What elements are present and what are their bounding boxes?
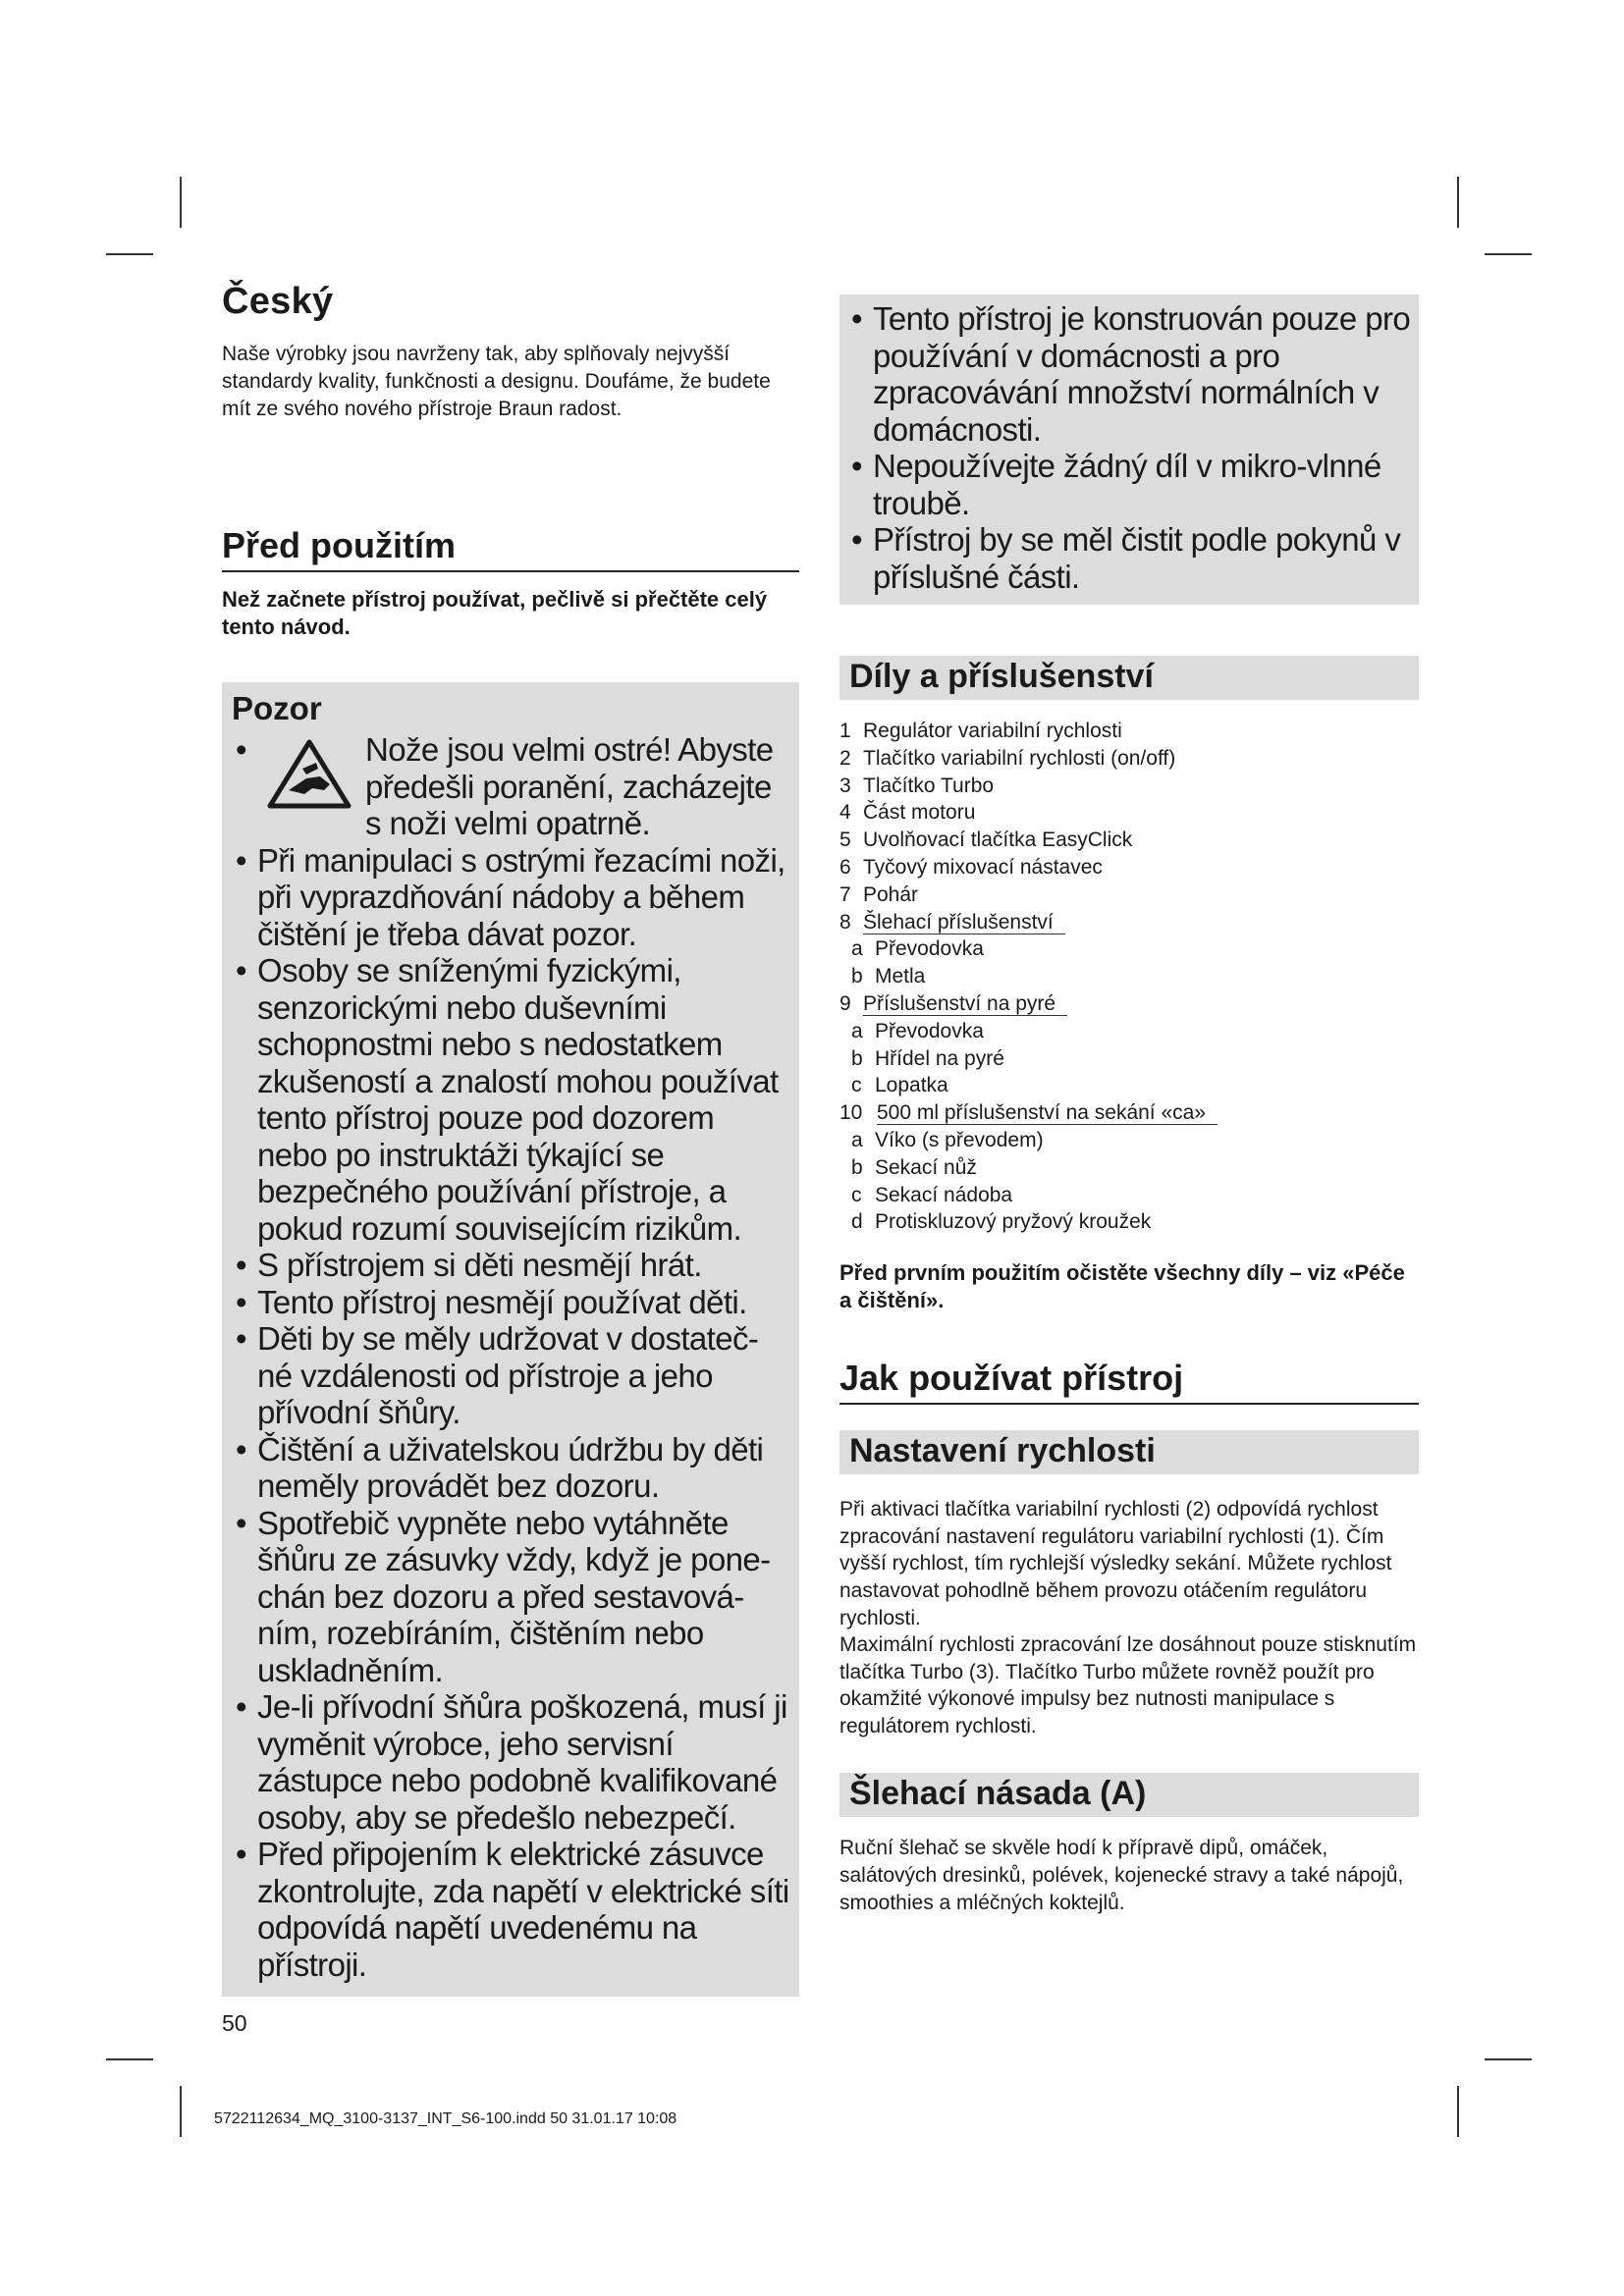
parts-clean-note: Před prvním použitím očistěte všechny díly – viz «Péče a čištění». (839, 1260, 1405, 1313)
warning-item (232, 952, 791, 1247)
warning-item-text: Tento přístroj je konstruován pouze pro používání v domácnosti a pro zpracovávání množství normálních v domácnosti. (873, 300, 1411, 448)
crop-mark (106, 253, 153, 255)
parts-subitem (839, 1154, 1419, 1182)
warning-item-text: Osoby se sníženými fyzickými, senzorickými nebo duševními schopnostmi nebo s nedostatkem zkušeností a znalostí mohou používat tento přístroj pouze pod dozorem nebo po instruktáži týkající se bezpečného používání přístroje, a pokud rozumí souvisejícím rizikům. (257, 952, 779, 1247)
warning-item-text: Děti by se měly udržovat v dostateč-né vzdálenosti od přístroje a jeho přívodní šňůry. (257, 1320, 759, 1430)
crop-mark (106, 2058, 153, 2060)
parts-label: Uvolňovací tlačítka EasyClick (863, 828, 1133, 852)
bullet-dot: • (236, 1283, 246, 1320)
parts-item (839, 773, 1419, 800)
warning-item-text: Spotřebič vypněte nebo vytáhněte šňůru ze zásuvky vždy, když je pone-chán bez dozoru a před sestavová-ním, rozebíráním, čištěním nebo uskladněním. (257, 1504, 771, 1688)
parts-item (839, 718, 1419, 745)
speed-paragraph: Při aktivaci tlačítka variabilní rychlosti (2) odpovídá rychlost zpracování nastavení regulátoru variabilní rychlosti (1). Čím vyšší rychlost, tím rychlejší výsledky sekání. Můžete rychlost nastavovat pohodlně během provozu otáčením regulátoru rychlosti. (839, 1498, 1392, 1629)
warning-item-text: Nože jsou velmi ostré! Abyste předešli poranění, zacházejte s noži velmi opatrně. (365, 731, 774, 841)
parts-letter: a (851, 937, 863, 961)
parts-letter: c (851, 1074, 862, 1097)
section-title-how-to-use: Jak používat přístroj (839, 1358, 1419, 1405)
parts-letter: a (851, 1019, 863, 1042)
parts-number: 8 (839, 910, 851, 934)
warning-list-continued (847, 300, 1411, 595)
parts-letter: a (851, 1128, 863, 1151)
parts-number: 9 (839, 991, 851, 1015)
parts-label: Pohár (863, 882, 919, 906)
parts-subitem (839, 1208, 1419, 1236)
bullet-dot: • (236, 841, 246, 879)
bullet-dot: • (236, 1688, 246, 1725)
crop-mark (180, 177, 182, 228)
parts-label: Převodovka (875, 1019, 984, 1042)
parts-number: 5 (839, 828, 851, 852)
bullet-dot: • (851, 448, 862, 484)
parts-number: 1 (839, 720, 851, 742)
parts-number: 7 (839, 882, 851, 906)
parts-label: Šlehací příslušenství (863, 912, 1065, 934)
parts-label: Převodovka (875, 937, 984, 961)
parts-item (839, 909, 1419, 936)
parts-label: Hřídel na pyré (875, 1046, 1004, 1070)
parts-item (839, 827, 1419, 854)
before-use-note: Než začnete přístroj používat, pečlivě si přečtěte celý tento návod. (222, 587, 768, 639)
parts-label: Tlačítko Turbo (863, 774, 995, 797)
parts-subitem (839, 935, 1419, 963)
parts-subitem (839, 1045, 1419, 1073)
parts-label: Víko (s převodem) (875, 1128, 1044, 1151)
bullet-dot: • (236, 1320, 246, 1357)
warning-item-text: Přístroj by se měl čistit podle pokynů v příslušné části. (873, 521, 1401, 595)
warning-list (232, 731, 791, 1983)
parts-label: Sekací nádoba (875, 1183, 1013, 1206)
parts-letter: c (851, 1183, 862, 1206)
warning-item (232, 1431, 791, 1505)
parts-label: Metla (875, 965, 926, 988)
parts-label: 500 ml příslušenství na sekání «ca» (877, 1102, 1218, 1125)
warning-title: Pozor (232, 690, 322, 726)
crop-mark (1457, 2086, 1459, 2137)
warning-item (232, 842, 791, 953)
bullet-dot: • (236, 1836, 246, 1872)
bullet-dot: • (236, 1247, 246, 1283)
section-title-whisk: Šlehací násada (A) (839, 1773, 1419, 1817)
warning-item-text: Tento přístroj nesmějí používat děti. (257, 1283, 747, 1320)
parts-item (839, 1099, 1419, 1127)
bullet-dot: • (236, 731, 246, 768)
warning-item (847, 448, 1411, 521)
warning-box-continued (839, 294, 1419, 605)
parts-letter: b (851, 965, 863, 988)
warning-item-text: Nepoužívejte žádný díl v mikro-vlnné troubě. (873, 448, 1381, 521)
sharp-blade-warning-icon (267, 739, 352, 810)
bullet-dot: • (851, 300, 862, 337)
parts-number: 10 (839, 1101, 863, 1125)
crop-mark (1485, 2058, 1532, 2060)
warning-item (847, 521, 1411, 595)
parts-label: Regulátor variabilní rychlosti (863, 720, 1122, 742)
parts-subitem (839, 1072, 1419, 1099)
parts-item (839, 745, 1419, 773)
warning-item (232, 1247, 791, 1284)
parts-label: Část motoru (863, 801, 976, 825)
section-title-parts: Díly a příslušenství (839, 656, 1419, 700)
bullet-dot: • (236, 1504, 246, 1541)
bullet-dot: • (236, 952, 246, 988)
turbo-paragraph: Maximální rychlosti zpracování lze dosáhnout pouze stisknutím tlačítka Turbo (3). Tlačítko Turbo můžete rovněž použít pro okamžité výkonové impulsy bez nutnosti manipulace s regulátorem rychlosti. (839, 1633, 1417, 1737)
warning-item (232, 1688, 791, 1836)
crop-mark (180, 2086, 182, 2137)
parts-label: Lopatka (875, 1074, 948, 1097)
bullet-dot: • (236, 1430, 246, 1468)
parts-label: Sekací nůž (875, 1155, 977, 1179)
parts-letter: d (851, 1210, 863, 1234)
section-title-speed: Nastavení rychlosti (839, 1430, 1419, 1474)
warning-box (222, 682, 799, 1997)
whisk-paragraph: Ruční šlehač se skvěle hodí k přípravě dipů, omáček, salátových dresinků, polévek, kojenecké stravy a také nápojů, smoothies a mléčných koktejlů. (839, 1837, 1404, 1914)
print-slug: 5722112634_MQ_3100-3137_INT_S6-100.indd 50 31.01.17 10:08 (214, 2110, 677, 2127)
parts-subitem (839, 1182, 1419, 1209)
parts-label: Tlačítko variabilní rychlosti (on/off) (863, 746, 1176, 770)
parts-number: 4 (839, 801, 851, 825)
parts-subitem (839, 1018, 1419, 1045)
crop-mark (1457, 177, 1459, 228)
warning-item-text: S přístrojem si děti nesmějí hrát. (257, 1247, 702, 1283)
parts-label: Příslušenství na pyré (863, 993, 1067, 1016)
parts-number: 3 (839, 774, 851, 797)
warning-item-text: Čištění a uživatelskou údržbu by děti neměly provádět bez dozoru. (257, 1430, 764, 1504)
page-number: 50 (222, 2010, 247, 2036)
warning-item (232, 731, 791, 842)
warning-item-text: Při manipulaci s ostrými řezacími noži, při vyprazdňování nádoby a během čištění je třeba dávat pozor. (257, 841, 785, 952)
parts-list (839, 718, 1419, 1236)
warning-item-text: Před připojením k elektrické zásuvce zkontrolujte, zda napětí v elektrické síti odpovídá napětí uvedenému na přístroji. (257, 1836, 789, 1983)
parts-subitem (839, 1127, 1419, 1154)
left-column (222, 281, 799, 1997)
warning-item (232, 1836, 791, 1983)
right-column (839, 294, 1419, 1916)
parts-number: 2 (839, 746, 851, 770)
parts-number: 6 (839, 855, 851, 879)
parts-subitem (839, 963, 1419, 990)
parts-item (839, 881, 1419, 909)
warning-item-text: Je-li přívodní šňůra poškozená, musí ji vyměnit výrobce, jeho servisní zástupce nebo podobně kvalifikované osoby, aby se předešlo nebezpečí. (257, 1688, 787, 1836)
parts-item (839, 990, 1419, 1018)
bullet-dot: • (851, 521, 862, 558)
parts-item (839, 799, 1419, 827)
parts-letter: b (851, 1046, 863, 1070)
warning-item (232, 1320, 791, 1431)
intro-paragraph: Naše výrobky jsou navrženy tak, aby splňovaly nejvyšší standardy kvality, funkčnosti a designu. Doufáme, že budete mít ze svého nového přístroje Braun radost. (222, 343, 771, 420)
warning-item (232, 1505, 791, 1689)
crop-mark (1485, 253, 1532, 255)
parts-item (839, 854, 1419, 881)
parts-label: Protiskluzový pryžový kroužek (875, 1210, 1152, 1234)
parts-label: Tyčový mixovací nástavec (863, 855, 1103, 879)
parts-letter: b (851, 1155, 863, 1179)
warning-item (847, 300, 1411, 448)
warning-item (232, 1284, 791, 1321)
language-title: Český (222, 281, 334, 322)
section-title-before-use: Před použitím (222, 525, 799, 572)
